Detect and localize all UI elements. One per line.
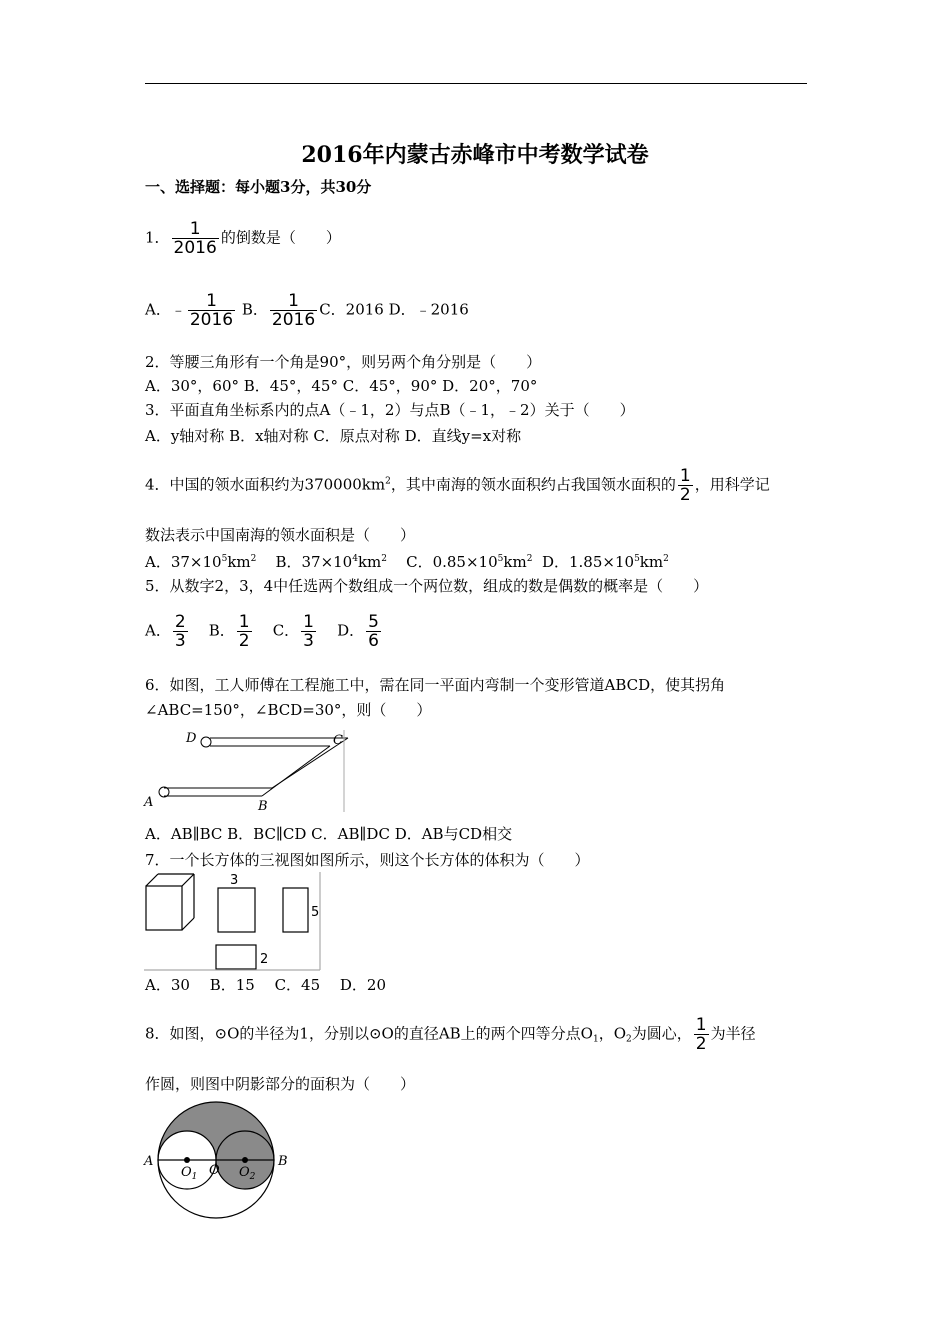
q6-options: A．AB∥BC B．BC∥CD C．AB∥DC D．AB与CD相交: [145, 825, 513, 843]
q1-fraction: $\frac{1}{2016}$: [173, 219, 217, 258]
q8-label-b: B: [278, 1154, 288, 1169]
q8-label-o1: $O_1$: [181, 1165, 198, 1182]
q7-label-2: 2: [260, 952, 269, 967]
section-heading: 一、选择题：每小题3分，共30分: [145, 178, 372, 196]
q2-options: A．30°，60° B．45°，45° C．45°，90° D．20°，70°: [145, 377, 538, 395]
q8-label-a: A: [144, 1154, 154, 1169]
q6-label-d: D: [186, 731, 197, 746]
question-6-line2: ∠ABC=150°，∠BCD=30°，则（ ）: [145, 701, 432, 719]
top-rule: [145, 83, 807, 84]
q6-pipe-figure: [140, 726, 350, 816]
q1-optA-fraction: $\frac{1}{2016}$: [189, 291, 234, 330]
q5-options: A． $\frac{2}{3}$ B． $\frac{1}{2}$ C． $\frac{1}{3}$ D． $\frac{5}{6}$: [145, 612, 379, 651]
q4-options: A．$37\times 10^5km^2$ B．$37\times 10^4km^2$ C．$0.85\times 10^5km^2$ D．$1.85\times 10^5km^2$: [145, 553, 669, 571]
question-8: 8．如图，⊙O的半径为1，分别以⊙O的直径AB上的两个四等分点$O_1$，$O_2$为圆心， $\frac{1}{2}$ 为半径: [145, 1015, 756, 1054]
q6-label-b: B: [258, 799, 268, 814]
q8-fraction: $\frac{1}{2}$: [695, 1015, 707, 1054]
q8-label-o: O: [209, 1163, 220, 1178]
q8-label-o2: $O_2$: [239, 1165, 256, 1182]
q1-options: A．﹣ $\frac{1}{2016}$ B． $\frac{1}{2016}$ C．2016 D．﹣2016: [145, 291, 469, 330]
q1-number: 1．: [145, 228, 170, 247]
q8-stem-line2: 作圆，则图中阴影部分的面积为（ ）: [145, 1075, 416, 1093]
q7-options: A．30 B．15 C．45 D．20: [145, 976, 387, 994]
q1-stem: 的倒数是（ ）: [220, 228, 341, 247]
q4-stem-line2: 数法表示中国南海的领水面积是（ ）: [145, 526, 416, 544]
q6-label-c: C: [333, 733, 343, 748]
q7-three-view-figure: [142, 870, 324, 972]
page-title: 2016年内蒙古赤峰市中考数学试卷: [301, 142, 649, 168]
question-7: 7．一个长方体的三视图如图所示，则这个长方体的体积为（ ）: [145, 851, 590, 869]
question-2: 2．等腰三角形有一个角是90°，则另两个角分别是（ ）: [145, 353, 542, 371]
question-1: [145, 220, 341, 257]
question-6-line1: 6．如图，工人师傅在工程施工中，需在同一平面内弯制一个变形管道ABCD，使其拐角: [145, 676, 726, 694]
q4-fraction: $\frac{1}{2}$: [679, 466, 691, 505]
q1-optB-fraction: $\frac{1}{2016}$: [271, 291, 316, 330]
q7-label-3: 3: [230, 873, 239, 888]
q3-options: A．y轴对称 B．x轴对称 C．原点对称 D．直线y=x对称: [145, 427, 522, 445]
q6-label-a: A: [144, 795, 154, 810]
q7-label-5: 5: [311, 905, 320, 920]
q8-circle-figure: [140, 1098, 300, 1223]
question-5: 5．从数字2，3，4中任选两个数组成一个两位数，组成的数是偶数的概率是（ ）: [145, 577, 709, 595]
question-3: 3．平面直角坐标系内的点A（﹣1，2）与点B（﹣1，﹣2）关于（ ）: [145, 401, 635, 419]
question-4: 4．中国的领水面积约为$370000km^2$，其中南海的领水面积约占我国领水面积的 $\frac{1}{2}$ ，用科学记: [145, 466, 770, 505]
